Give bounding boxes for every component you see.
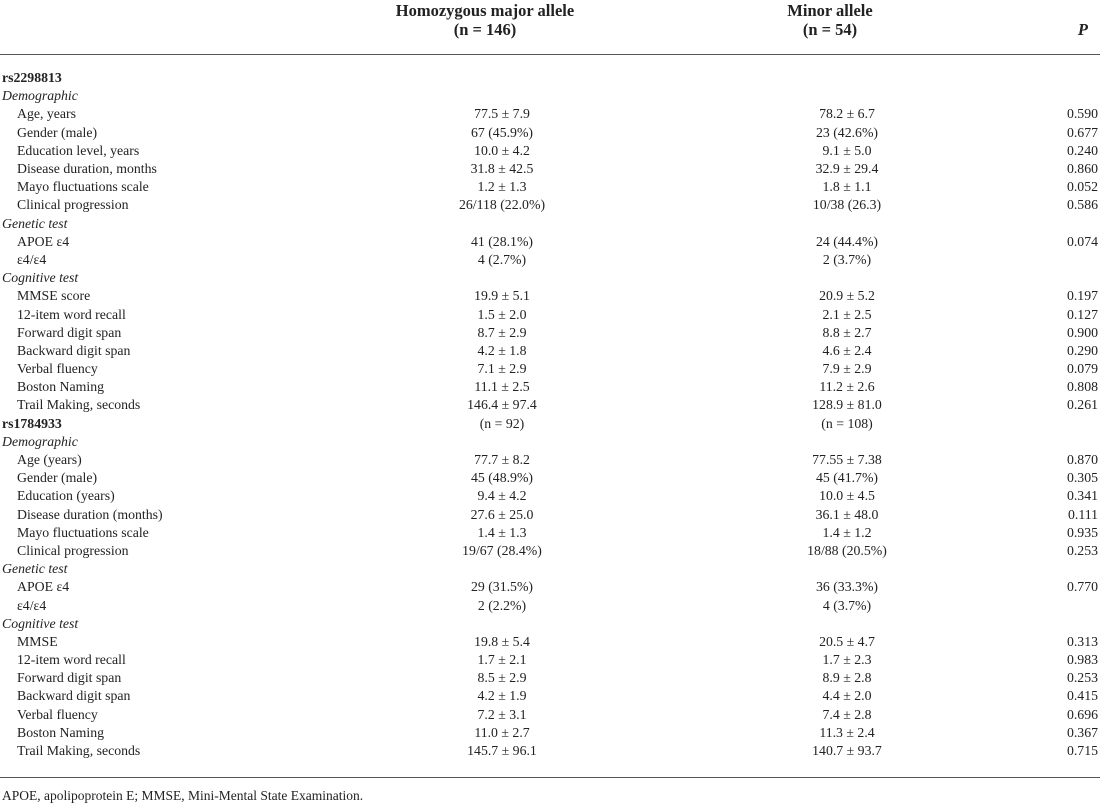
table-row — [0, 396, 1100, 414]
data-table — [0, 69, 1100, 760]
table-row — [0, 706, 1100, 724]
major-allele-value: 77.5 ± 7.9 — [474, 106, 530, 122]
major-allele-value: 26/118 (22.0%) — [458, 197, 546, 213]
major-allele-value: 27.6 ± 25.0 — [470, 506, 534, 522]
category-row — [0, 269, 1100, 287]
table-row — [0, 469, 1100, 487]
row-label: 12-item word recall — [17, 652, 126, 668]
p-value — [1027, 615, 1100, 633]
minor-allele-value: 8.9 ± 2.8 — [822, 670, 872, 686]
category-row — [0, 615, 1100, 633]
major-allele-value — [337, 87, 667, 105]
minor-allele-value: 24 (44.4%) — [815, 233, 879, 249]
minor-allele-value: 32.9 ± 29.4 — [815, 161, 879, 177]
p-value — [1027, 415, 1100, 433]
p-value: 0.111 — [1067, 506, 1098, 522]
header-major-allele-title: Homozygous major allele — [395, 1, 575, 20]
row-label: MMSE — [17, 633, 58, 649]
minor-allele-value: 7.4 ± 2.8 — [822, 706, 872, 722]
minor-allele-value: 4.4 ± 2.0 — [822, 688, 872, 704]
p-value — [1027, 215, 1100, 233]
minor-allele-value — [667, 87, 1027, 105]
table-row — [0, 687, 1100, 705]
table-row — [0, 196, 1100, 214]
p-value: 0.696 — [1066, 706, 1098, 722]
major-allele-value: 1.4 ± 1.3 — [477, 524, 527, 540]
row-label: Demographic — [2, 88, 78, 104]
row-label: Boston Naming — [17, 379, 104, 395]
p-value — [1027, 433, 1100, 451]
row-label: 12-item word recall — [17, 306, 126, 322]
row-label: rs2298813 — [2, 70, 62, 86]
minor-allele-value: 45 (41.7%) — [815, 470, 879, 486]
table-row — [0, 360, 1100, 378]
row-label: Forward digit span — [17, 670, 122, 686]
row-label: Mayo fluctuations scale — [17, 524, 149, 540]
minor-allele-value: 18/88 (20.5%) — [807, 542, 887, 558]
table-row — [0, 342, 1100, 360]
minor-allele-value: 78.2 ± 6.7 — [819, 106, 875, 122]
major-allele-value: 77.7 ± 8.2 — [474, 452, 530, 468]
p-value: 0.935 — [1066, 524, 1098, 540]
snp-row — [0, 69, 1100, 87]
minor-allele-value — [667, 433, 1027, 451]
p-value — [1027, 560, 1100, 578]
p-value: 0.590 — [1066, 106, 1098, 122]
row-label: Verbal fluency — [17, 706, 98, 722]
header-divider — [0, 54, 1100, 55]
header-major-allele-n: (n = 146) — [453, 20, 517, 39]
p-value: 0.052 — [1066, 179, 1098, 195]
minor-allele-value: (n = 108) — [821, 415, 873, 431]
major-allele-value: 41 (28.1%) — [470, 233, 534, 249]
row-label: Backward digit span — [17, 688, 131, 704]
row-label: Trail Making, seconds — [17, 397, 141, 413]
major-allele-value: 45 (48.9%) — [470, 470, 534, 486]
table-row — [0, 142, 1100, 160]
row-label: Backward digit span — [17, 342, 131, 358]
p-value: 0.860 — [1066, 161, 1098, 177]
major-allele-value: 8.7 ± 2.9 — [477, 324, 527, 340]
major-allele-value: 4.2 ± 1.9 — [477, 688, 527, 704]
table-row — [0, 178, 1100, 196]
header-minor-allele-title: Minor allele — [787, 1, 873, 20]
minor-allele-value: 128.9 ± 81.0 — [812, 397, 882, 413]
table-row — [0, 651, 1100, 669]
row-label: Genetic test — [2, 215, 68, 231]
table-row — [0, 524, 1100, 542]
table-row — [0, 124, 1100, 142]
major-allele-value — [337, 615, 667, 633]
row-label: Mayo fluctuations scale — [17, 179, 149, 195]
major-allele-value: 146.4 ± 97.4 — [467, 397, 537, 413]
minor-allele-value: 2 (3.7%) — [822, 251, 872, 267]
major-allele-value: 67 (45.9%) — [470, 124, 534, 140]
major-allele-value: (n = 92) — [479, 415, 525, 431]
major-allele-value: 19/67 (28.4%) — [462, 542, 542, 558]
major-allele-value: 145.7 ± 96.1 — [467, 743, 537, 759]
table-row — [0, 324, 1100, 342]
table-row — [0, 451, 1100, 469]
major-allele-value: 8.5 ± 2.9 — [477, 670, 527, 686]
table-row — [0, 160, 1100, 178]
major-allele-value: 7.1 ± 2.9 — [477, 361, 527, 377]
table-row — [0, 105, 1100, 123]
major-allele-value — [337, 560, 667, 578]
table-row — [0, 724, 1100, 742]
table-row — [0, 487, 1100, 505]
row-label: Genetic test — [2, 561, 68, 577]
row-label: APOE ε4 — [17, 579, 70, 595]
major-allele-value: 9.4 ± 4.2 — [477, 488, 527, 504]
row-label: Trail Making, seconds — [17, 743, 141, 759]
major-allele-value — [337, 269, 667, 287]
minor-allele-value: 23 (42.6%) — [815, 124, 879, 140]
major-allele-value: 11.1 ± 2.5 — [474, 379, 530, 395]
minor-allele-value: 7.9 ± 2.9 — [822, 361, 872, 377]
table-row — [0, 669, 1100, 687]
minor-allele-value: 1.4 ± 1.2 — [822, 524, 872, 540]
table-body — [0, 69, 1100, 760]
row-label: Age (years) — [17, 452, 82, 468]
major-allele-value: 1.2 ± 1.3 — [477, 179, 527, 195]
p-value: 0.715 — [1066, 743, 1098, 759]
row-label: Clinical progression — [17, 197, 129, 213]
major-allele-value — [337, 215, 667, 233]
p-value — [1027, 596, 1100, 614]
row-label: Forward digit span — [17, 324, 122, 340]
row-label: rs1784933 — [2, 415, 62, 431]
minor-allele-value: 4 (3.7%) — [822, 597, 872, 613]
minor-allele-value — [667, 69, 1027, 87]
row-label: Demographic — [2, 433, 78, 449]
minor-allele-value — [667, 269, 1027, 287]
p-value: 0.770 — [1066, 579, 1098, 595]
p-value: 0.261 — [1066, 397, 1098, 413]
minor-allele-value: 36.1 ± 48.0 — [815, 506, 879, 522]
table-row — [0, 596, 1100, 614]
header-minor-allele-n: (n = 54) — [802, 20, 858, 39]
table-header — [0, 0, 1100, 54]
category-row — [0, 560, 1100, 578]
p-value: 0.900 — [1066, 324, 1098, 340]
p-value: 0.240 — [1066, 142, 1098, 158]
row-label: Cognitive test — [2, 270, 79, 286]
row-label: Education (years) — [17, 488, 115, 504]
minor-allele-value: 10/38 (26.3) — [812, 197, 882, 213]
row-label: Cognitive test — [2, 615, 79, 631]
table-row — [0, 305, 1100, 323]
row-label: Disease duration (months) — [17, 506, 163, 522]
minor-allele-value: 1.7 ± 2.3 — [822, 652, 872, 668]
row-label: Clinical progression — [17, 542, 129, 558]
row-label: Gender (male) — [17, 124, 98, 140]
minor-allele-value: 8.8 ± 2.7 — [822, 324, 872, 340]
header-p-value: P — [1077, 20, 1088, 39]
p-value — [1027, 251, 1100, 269]
minor-allele-value: 9.1 ± 5.0 — [822, 142, 872, 158]
minor-allele-value — [667, 215, 1027, 233]
major-allele-value: 4.2 ± 1.8 — [477, 342, 527, 358]
p-value: 0.313 — [1066, 633, 1098, 649]
major-allele-value: 2 (2.2%) — [477, 597, 527, 613]
row-label: MMSE score — [17, 288, 91, 304]
p-value: 0.253 — [1066, 542, 1098, 558]
row-label: Verbal fluency — [17, 361, 98, 377]
table-row — [0, 633, 1100, 651]
table-row — [0, 578, 1100, 596]
minor-allele-value: 20.5 ± 4.7 — [819, 633, 875, 649]
category-row — [0, 87, 1100, 105]
row-label: Gender (male) — [17, 470, 98, 486]
snp-row — [0, 415, 1100, 433]
minor-allele-value: 36 (33.3%) — [815, 579, 879, 595]
row-label: APOE ε4 — [17, 233, 70, 249]
row-label: Boston Naming — [17, 724, 104, 740]
table-row — [0, 251, 1100, 269]
p-value: 0.367 — [1066, 724, 1098, 740]
minor-allele-value: 11.2 ± 2.6 — [819, 379, 875, 395]
table-row — [0, 742, 1100, 760]
p-value: 0.586 — [1066, 197, 1098, 213]
minor-allele-value: 140.7 ± 93.7 — [812, 743, 882, 759]
major-allele-value: 29 (31.5%) — [470, 579, 534, 595]
minor-allele-value: 20.9 ± 5.2 — [819, 288, 875, 304]
header-minor-allele — [625, 1, 1035, 39]
category-row — [0, 215, 1100, 233]
p-value: 0.808 — [1066, 379, 1098, 395]
row-label: Disease duration, months — [17, 161, 157, 177]
major-allele-value — [337, 69, 667, 87]
table-row — [0, 378, 1100, 396]
p-value: 0.677 — [1066, 124, 1098, 140]
minor-allele-value: 10.0 ± 4.5 — [819, 488, 875, 504]
row-label: ε4/ε4 — [17, 597, 47, 613]
minor-allele-value: 11.3 ± 2.4 — [819, 724, 875, 740]
p-value: 0.341 — [1066, 488, 1098, 504]
category-row — [0, 433, 1100, 451]
minor-allele-value: 2.1 ± 2.5 — [822, 306, 872, 322]
p-value: 0.983 — [1066, 652, 1098, 668]
p-value: 0.870 — [1066, 452, 1098, 468]
p-value — [1027, 269, 1100, 287]
p-value: 0.253 — [1066, 670, 1098, 686]
minor-allele-value: 1.8 ± 1.1 — [822, 179, 872, 195]
major-allele-value: 7.2 ± 3.1 — [477, 706, 527, 722]
table-row — [0, 542, 1100, 560]
row-label: ε4/ε4 — [17, 251, 47, 267]
major-allele-value: 1.5 ± 2.0 — [477, 306, 527, 322]
p-value: 0.305 — [1066, 470, 1098, 486]
minor-allele-value: 4.6 ± 2.4 — [822, 342, 872, 358]
major-allele-value: 10.0 ± 4.2 — [474, 142, 530, 158]
table-row — [0, 506, 1100, 524]
p-value: 0.074 — [1066, 233, 1098, 249]
major-allele-value: 19.8 ± 5.4 — [474, 633, 530, 649]
major-allele-value: 31.8 ± 42.5 — [470, 161, 534, 177]
p-value: 0.290 — [1066, 342, 1098, 358]
p-value: 0.415 — [1066, 688, 1098, 704]
p-value — [1027, 87, 1100, 105]
table-row — [0, 287, 1100, 305]
minor-allele-value — [667, 615, 1027, 633]
p-value — [1027, 69, 1100, 87]
row-label: Age, years — [17, 106, 76, 122]
p-value: 0.079 — [1066, 361, 1098, 377]
major-allele-value: 4 (2.7%) — [477, 251, 527, 267]
p-value: 0.197 — [1066, 288, 1098, 304]
major-allele-value: 1.7 ± 2.1 — [477, 652, 527, 668]
minor-allele-value: 77.55 ± 7.38 — [812, 452, 882, 468]
table-row — [0, 233, 1100, 251]
major-allele-value — [337, 433, 667, 451]
major-allele-value: 11.0 ± 2.7 — [474, 724, 530, 740]
row-label: Education level, years — [17, 142, 140, 158]
minor-allele-value — [667, 560, 1027, 578]
p-value: 0.127 — [1066, 306, 1098, 322]
major-allele-value: 19.9 ± 5.1 — [474, 288, 530, 304]
footnote: APOE, apolipoprotein E; MMSE, Mini-Mental State Examination. — [2, 788, 364, 803]
footer-divider — [0, 777, 1100, 778]
